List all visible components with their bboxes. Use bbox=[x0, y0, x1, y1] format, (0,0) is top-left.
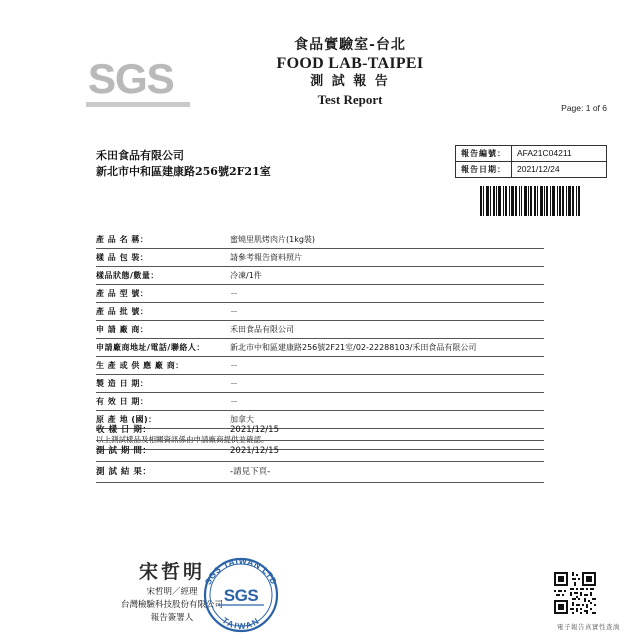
info-label: 樣品狀態/數量： bbox=[96, 267, 226, 285]
table-row bbox=[96, 375, 544, 393]
report-meta-table bbox=[455, 145, 607, 178]
info-label: 申 請 廠 商： bbox=[96, 321, 226, 339]
table-row bbox=[96, 462, 544, 483]
lab-name-cn: 食品實驗室-台北 bbox=[294, 37, 406, 53]
info-value: 禾田食品有限公司 bbox=[226, 321, 544, 339]
info-value: － bbox=[226, 285, 544, 303]
table-row bbox=[96, 393, 544, 411]
info-value: 請參考報告資料照片 bbox=[226, 249, 544, 267]
info-label: 生 產 或 供 應 廠 商： bbox=[96, 357, 226, 375]
sgs-logo: SGS bbox=[88, 55, 174, 102]
table-row bbox=[96, 231, 544, 249]
table-row bbox=[96, 321, 544, 339]
date-value: 2021/12/15 bbox=[226, 441, 544, 462]
info-label: 產 品 批 號： bbox=[96, 303, 226, 321]
qr-caption: 電子報告真實性查詢 bbox=[557, 623, 620, 631]
table-row bbox=[96, 339, 544, 357]
signatory-name: 宋哲明／經理 bbox=[146, 587, 198, 597]
info-value: － bbox=[226, 375, 544, 393]
verification-qr-code bbox=[552, 570, 598, 616]
info-value: － bbox=[226, 393, 544, 411]
report-header bbox=[0, 28, 640, 108]
info-label: 有 效 日 期： bbox=[96, 393, 226, 411]
svg-text:SGS TAIWAN LTD: SGS TAIWAN LTD bbox=[202, 555, 280, 587]
svg-text:TAIWAN: TAIWAN bbox=[220, 615, 262, 632]
test-dates-table bbox=[96, 420, 544, 483]
table-row bbox=[96, 357, 544, 375]
info-value: 加拿大 bbox=[226, 411, 544, 429]
signatory-role: 報告簽署人 bbox=[150, 613, 194, 623]
info-label: 產 品 名 稱： bbox=[96, 231, 226, 249]
date-label: 測 試 結 果： bbox=[96, 462, 226, 483]
info-value: 新北市中和區建康路256號2F21室/02-22288103/禾田食品有限公司 bbox=[226, 339, 544, 357]
report-no-label: 報告編號： bbox=[456, 146, 512, 162]
info-label: 原 產 地 (國)： bbox=[96, 411, 226, 429]
barcode bbox=[480, 186, 606, 216]
signatory-organization: 台灣檢驗科技股份有限公司 bbox=[120, 600, 223, 610]
sgs-seal bbox=[196, 552, 286, 638]
report-no-value: AFA21C04211 bbox=[512, 146, 607, 162]
table-row bbox=[96, 267, 544, 285]
report-title-block bbox=[230, 36, 470, 109]
table-row bbox=[456, 162, 607, 178]
table-row bbox=[96, 420, 544, 441]
applicant-company-address: 新北市中和區建康路256號2F21室 bbox=[96, 165, 271, 178]
table-row bbox=[96, 441, 544, 462]
sample-note: 以上測試樣品及相關資訊係由申請廠商提供並確認。 bbox=[96, 429, 544, 450]
lab-name-en: FOOD LAB-TAIPEI bbox=[276, 55, 424, 72]
info-label: 產 品 型 號： bbox=[96, 285, 226, 303]
report-title-cn: 測 試 報 告 bbox=[310, 74, 390, 89]
report-date-label: 報告日期： bbox=[456, 162, 512, 178]
product-info-table bbox=[96, 231, 544, 450]
date-value: -請見下頁- bbox=[226, 462, 544, 483]
info-label: 製 造 日 期： bbox=[96, 375, 226, 393]
date-label: 收 樣 日 期： bbox=[96, 420, 226, 441]
table-row bbox=[96, 285, 544, 303]
applicant-company-name: 禾田食品有限公司 bbox=[96, 149, 184, 162]
info-value: － bbox=[226, 303, 544, 321]
applicant-company bbox=[96, 148, 271, 180]
info-label: 申請廠商地址/電話/聯絡人： bbox=[96, 339, 226, 357]
svg-text:SGS: SGS bbox=[223, 586, 259, 605]
info-value: 蜜燒里肌烤肉片(1kg裝) bbox=[226, 231, 544, 249]
table-row bbox=[456, 146, 607, 162]
date-label: 測 試 期 間： bbox=[96, 441, 226, 462]
date-value: 2021/12/15 bbox=[226, 420, 544, 441]
table-row bbox=[96, 249, 544, 267]
table-row bbox=[96, 303, 544, 321]
info-value: － bbox=[226, 357, 544, 375]
sgs-logo-underline bbox=[86, 102, 190, 107]
page-number: Page: 1 of 6 bbox=[561, 103, 607, 113]
info-label: 樣 品 包 裝： bbox=[96, 249, 226, 267]
info-value: 冷凍/1件 bbox=[226, 267, 544, 285]
signature-handwriting: 宋哲明 bbox=[138, 561, 205, 583]
report-title-en: Test Report bbox=[317, 92, 383, 107]
report-date-value: 2021/12/24 bbox=[512, 162, 607, 178]
